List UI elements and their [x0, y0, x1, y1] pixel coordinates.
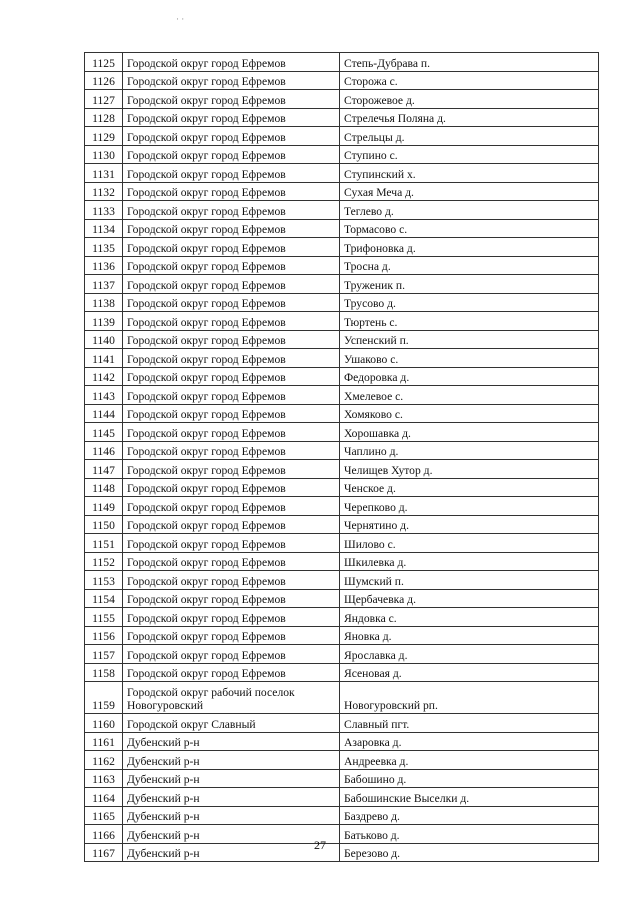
- row-number: 1132: [85, 182, 123, 201]
- row-number: 1162: [85, 751, 123, 770]
- settlement-cell: Ясеновая д.: [340, 663, 599, 682]
- row-number: 1156: [85, 626, 123, 645]
- row-number: 1128: [85, 108, 123, 127]
- district-cell: Городской округ город Ефремов: [123, 108, 340, 127]
- settlement-cell: Хорошавка д.: [340, 423, 599, 442]
- settlement-cell: Тюртень с.: [340, 312, 599, 331]
- settlement-cell: Шкилевка д.: [340, 552, 599, 571]
- row-number: 1126: [85, 71, 123, 90]
- row-number: 1140: [85, 330, 123, 349]
- settlement-cell: Баздрево д.: [340, 806, 599, 825]
- table-row: [85, 238, 599, 257]
- row-number: 1149: [85, 497, 123, 516]
- district-cell: Городской округ город Ефремов: [123, 90, 340, 109]
- settlement-cell: Ступино с.: [340, 145, 599, 164]
- district-cell: Городской округ город Ефремов: [123, 312, 340, 331]
- district-cell: Городской округ город Ефремов: [123, 608, 340, 627]
- row-number: 1153: [85, 571, 123, 590]
- district-cell: Городской округ город Ефремов: [123, 71, 340, 90]
- district-cell: Городской округ город Ефремов: [123, 201, 340, 220]
- row-number: 1165: [85, 806, 123, 825]
- table-row: [85, 441, 599, 460]
- table-row: [85, 293, 599, 312]
- table-row: [85, 608, 599, 627]
- settlement-cell: Стрельцы д.: [340, 127, 599, 146]
- row-number: 1166: [85, 825, 123, 844]
- table-row: [85, 732, 599, 751]
- settlement-cell: Ярославка д.: [340, 645, 599, 664]
- settlement-cell: Ченское д.: [340, 478, 599, 497]
- row-number: 1158: [85, 663, 123, 682]
- settlement-cell: Хомяково с.: [340, 404, 599, 423]
- table-row: [85, 108, 599, 127]
- row-number: 1152: [85, 552, 123, 571]
- table-row: [85, 589, 599, 608]
- row-number: 1146: [85, 441, 123, 460]
- settlement-cell: Тормасово с.: [340, 219, 599, 238]
- table-row: [85, 404, 599, 423]
- district-cell: Городской округ город Ефремов: [123, 423, 340, 442]
- table-row: [85, 714, 599, 733]
- district-cell: Городской округ город Ефремов: [123, 164, 340, 183]
- table-row: [85, 769, 599, 788]
- district-cell: Городской округ город Ефремов: [123, 367, 340, 386]
- row-number: 1167: [85, 843, 123, 862]
- table-row: [85, 460, 599, 479]
- district-cell: Городской округ город Ефремов: [123, 349, 340, 368]
- table-row: [85, 497, 599, 516]
- district-cell: Дубенский р-н: [123, 751, 340, 770]
- settlement-cell: Шумский п.: [340, 571, 599, 590]
- settlement-cell: Батьково д.: [340, 825, 599, 844]
- table-row: [85, 71, 599, 90]
- district-cell: Городской округ город Ефремов: [123, 441, 340, 460]
- district-cell: Городской округ город Ефремов: [123, 663, 340, 682]
- settlement-cell: Черепково д.: [340, 497, 599, 516]
- settlement-cell: Степь-Дубрава п.: [340, 53, 599, 72]
- settlement-cell: Чернятино д.: [340, 515, 599, 534]
- table-row: [85, 386, 599, 405]
- settlement-cell: Азаровка д.: [340, 732, 599, 751]
- row-number: 1136: [85, 256, 123, 275]
- row-number: 1157: [85, 645, 123, 664]
- settlement-cell: Березово д.: [340, 843, 599, 862]
- row-number: 1133: [85, 201, 123, 220]
- settlement-cell: Трусово д.: [340, 293, 599, 312]
- row-number: 1141: [85, 349, 123, 368]
- settlements-table: [84, 52, 599, 862]
- district-cell: Городской округ город Ефремов: [123, 497, 340, 516]
- row-number: 1151: [85, 534, 123, 553]
- settlement-cell: Федоровка д.: [340, 367, 599, 386]
- table-row: [85, 571, 599, 590]
- row-number: 1163: [85, 769, 123, 788]
- settlement-cell: Теглево д.: [340, 201, 599, 220]
- district-cell: Городской округ город Ефремов: [123, 219, 340, 238]
- row-number: 1135: [85, 238, 123, 257]
- row-number: 1125: [85, 53, 123, 72]
- row-number: 1138: [85, 293, 123, 312]
- settlement-cell: Сухая Меча д.: [340, 182, 599, 201]
- district-cell: Дубенский р-н: [123, 788, 340, 807]
- district-cell: Городской округ Славный: [123, 714, 340, 733]
- table-row: [85, 552, 599, 571]
- district-cell: Городской округ город Ефремов: [123, 386, 340, 405]
- district-cell: Городской округ город Ефремов: [123, 645, 340, 664]
- district-cell: Городской округ город Ефремов: [123, 182, 340, 201]
- row-number: 1147: [85, 460, 123, 479]
- table-row: [85, 788, 599, 807]
- district-cell: Городской округ город Ефремов: [123, 460, 340, 479]
- table-row: [85, 423, 599, 442]
- row-number: 1160: [85, 714, 123, 733]
- table-row: [85, 53, 599, 72]
- row-number: 1127: [85, 90, 123, 109]
- table-row: [85, 478, 599, 497]
- row-number: 1137: [85, 275, 123, 294]
- district-cell: Городской округ город Ефремов: [123, 404, 340, 423]
- row-number: 1134: [85, 219, 123, 238]
- settlement-cell: Чаплино д.: [340, 441, 599, 460]
- row-number: 1143: [85, 386, 123, 405]
- district-cell: Городской округ город Ефремов: [123, 256, 340, 275]
- settlement-cell: Шилово с.: [340, 534, 599, 553]
- settlement-cell: Успенский п.: [340, 330, 599, 349]
- district-cell: Городской округ город Ефремов: [123, 534, 340, 553]
- district-cell: Городской округ город Ефремов: [123, 478, 340, 497]
- settlement-cell: Ушаково с.: [340, 349, 599, 368]
- settlement-cell: Яндовка с.: [340, 608, 599, 627]
- row-number: 1131: [85, 164, 123, 183]
- settlement-cell: Андреевка д.: [340, 751, 599, 770]
- settlement-cell: Стрелечья Поляна д.: [340, 108, 599, 127]
- table-row: [85, 330, 599, 349]
- settlement-cell: Славный пгт.: [340, 714, 599, 733]
- settlement-cell: Щербачевка д.: [340, 589, 599, 608]
- row-number: 1148: [85, 478, 123, 497]
- table-row: [85, 806, 599, 825]
- district-cell: Городской округ город Ефремов: [123, 626, 340, 645]
- district-cell: Городской округ город Ефремов: [123, 515, 340, 534]
- district-cell: Городской округ город Ефремов: [123, 53, 340, 72]
- row-number: 1159: [85, 682, 123, 714]
- table-row: [85, 256, 599, 275]
- table-row: [85, 164, 599, 183]
- row-number: 1150: [85, 515, 123, 534]
- district-cell: Городской округ город Ефремов: [123, 571, 340, 590]
- district-cell: Городской округ город Ефремов: [123, 127, 340, 146]
- district-cell: Городской округ город Ефремов: [123, 238, 340, 257]
- district-cell: Городской округ город Ефремов: [123, 330, 340, 349]
- table-row: [85, 534, 599, 553]
- settlement-cell: Ступинский х.: [340, 164, 599, 183]
- table-row: [85, 219, 599, 238]
- settlement-cell: Сторожевое д.: [340, 90, 599, 109]
- table-row: [85, 349, 599, 368]
- settlement-cell: Хмелевое с.: [340, 386, 599, 405]
- district-cell: Городской округ город Ефремов: [123, 145, 340, 164]
- table-row: [85, 751, 599, 770]
- table-row: [85, 682, 599, 714]
- settlement-cell: Бабошино д.: [340, 769, 599, 788]
- scan-mark: · ·: [176, 14, 185, 24]
- district-cell: Дубенский р-н: [123, 806, 340, 825]
- row-number: 1155: [85, 608, 123, 627]
- district-cell: Городской округ рабочий поселок Новогуровский: [123, 682, 340, 714]
- district-cell: Дубенский р-н: [123, 843, 340, 862]
- page-number: 27: [314, 838, 326, 852]
- table-row: [85, 201, 599, 220]
- row-number: 1161: [85, 732, 123, 751]
- district-cell: Городской округ город Ефремов: [123, 293, 340, 312]
- settlement-cell: Сторожа с.: [340, 71, 599, 90]
- table-row: [85, 312, 599, 331]
- settlement-cell: Трифоновка д.: [340, 238, 599, 257]
- district-cell: Дубенский р-н: [123, 825, 340, 844]
- row-number: 1139: [85, 312, 123, 331]
- settlement-cell: Тросна д.: [340, 256, 599, 275]
- row-number: 1130: [85, 145, 123, 164]
- row-number: 1164: [85, 788, 123, 807]
- settlement-cell: Челищев Хутор д.: [340, 460, 599, 479]
- table-row: [85, 182, 599, 201]
- settlement-cell: Яновка д.: [340, 626, 599, 645]
- district-cell: Городской округ город Ефремов: [123, 275, 340, 294]
- table-row: [85, 127, 599, 146]
- settlement-cell: Труженик п.: [340, 275, 599, 294]
- district-cell: Дубенский р-н: [123, 732, 340, 751]
- settlements-table-body: [85, 53, 599, 862]
- row-number: 1145: [85, 423, 123, 442]
- table-row: [85, 367, 599, 386]
- row-number: 1144: [85, 404, 123, 423]
- settlement-cell: Бабошинские Выселки д.: [340, 788, 599, 807]
- table-row: [85, 275, 599, 294]
- district-cell: Городской округ город Ефремов: [123, 552, 340, 571]
- table-row: [85, 515, 599, 534]
- district-cell: Дубенский р-н: [123, 769, 340, 788]
- table-row: [85, 645, 599, 664]
- row-number: 1142: [85, 367, 123, 386]
- settlement-cell: Новогуровский рп.: [340, 682, 599, 714]
- row-number: 1154: [85, 589, 123, 608]
- table-row: [85, 145, 599, 164]
- table-row: [85, 90, 599, 109]
- district-cell: Городской округ город Ефремов: [123, 589, 340, 608]
- table-row: [85, 663, 599, 682]
- table-row: [85, 626, 599, 645]
- row-number: 1129: [85, 127, 123, 146]
